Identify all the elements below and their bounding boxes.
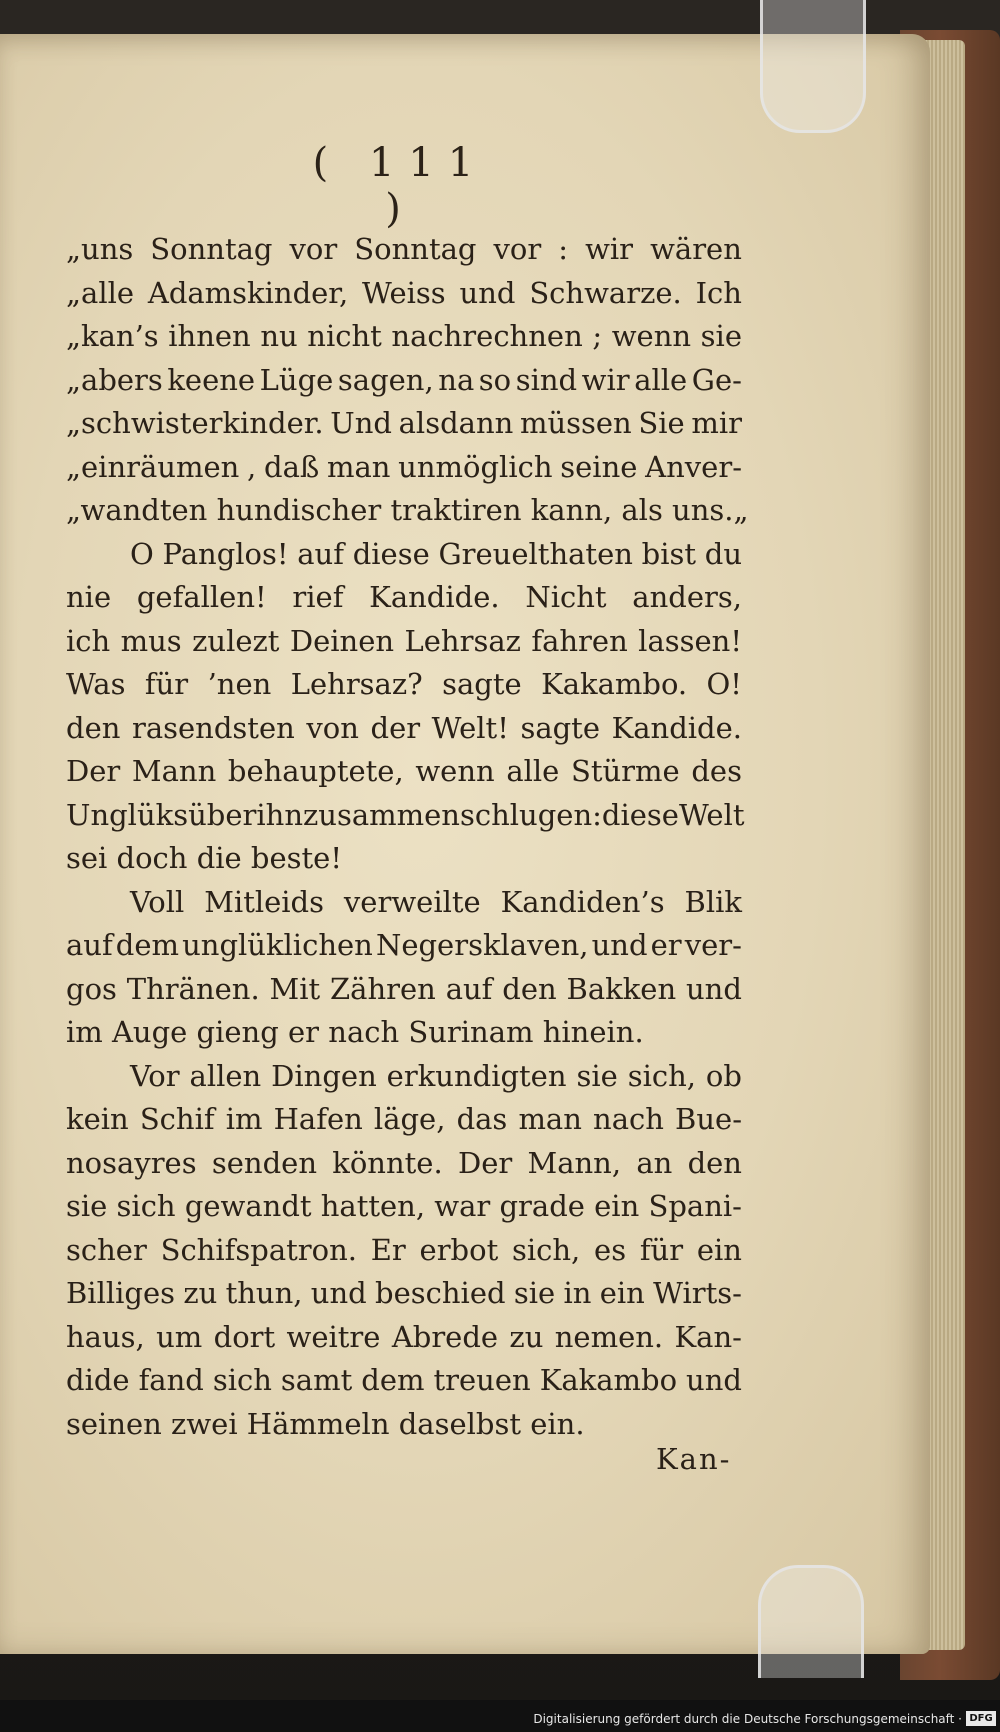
text-line: sei doch die beste! xyxy=(66,841,342,875)
footer-credit: Digitalisierung gefördert durch die Deutsche Forschungsgemeinschaft · xyxy=(533,1712,962,1726)
text-line: Billiges zu thun, und beschied sie in ein Wirts- xyxy=(66,1276,742,1310)
text-line: „schwisterkinder. Und alsdann müssen Sie mir xyxy=(66,406,742,440)
text-line: den rasendsten von der Welt! sagte Kandide. xyxy=(66,710,742,745)
dfg-logo: DFG xyxy=(966,1711,996,1726)
text-line: nosayres senden könnte. Der Mann, an den xyxy=(66,1145,742,1180)
page-clip-top xyxy=(760,0,866,133)
text-line: im Auge gieng er nach Surinam hinein. xyxy=(66,1015,644,1049)
text-line: haus, um dort weitre Abrede zu nemen. Kan- xyxy=(66,1319,742,1354)
text-line: sie sich gewandt hatten, war grade ein Spani- xyxy=(66,1189,742,1223)
page-clip-bottom xyxy=(758,1565,864,1678)
text-line: Voll Mitleids verweilte Kandiden’s Blik xyxy=(130,884,742,919)
text-line: „abers keene Lüge sagen, na so sind wir alle Ge- xyxy=(66,362,742,397)
text-line: „kan’s ihnen nu nicht nachrechnen ; wenn sie xyxy=(66,319,742,353)
text-line: Der Mann behauptete, wenn alle Stürme des xyxy=(66,754,742,788)
text-line: auf dem unglüklichen Negersklaven, und er ver- xyxy=(66,928,742,962)
catchword: Kan- xyxy=(656,1442,732,1476)
text-line: kein Schif im Hafen läge, das man nach Bue- xyxy=(66,1102,742,1136)
text-line: dide fand sich samt dem treuen Kakambo und xyxy=(66,1363,742,1397)
text-line: Vor allen Dingen erkundigten sie sich, ob xyxy=(130,1058,742,1093)
text-line: Was für ’nen Lehrsaz? sagte Kakambo. O! xyxy=(66,667,742,701)
text-line: scher Schifspatron. Er erbot sich, es für ein xyxy=(66,1232,742,1267)
text-line: „einräumen , daß man unmöglich seine Anver- xyxy=(66,449,742,484)
text-line: „alle Adamskinder, Weiss und Schwarze. Ich xyxy=(66,275,742,310)
text-line: nie gefallen! rief Kandide. Nicht anders, xyxy=(66,580,742,614)
text-line: „uns Sonntag vor Sonntag vor : wir wären xyxy=(66,232,742,266)
text-line: „wandten hundischer traktiren kann, als uns.„ xyxy=(66,493,749,527)
page-number: ( 111 ) xyxy=(312,140,488,232)
body-text xyxy=(66,228,749,1446)
text-line: Unglüks über ihn zusammenschlugen: diese Welt xyxy=(66,797,745,832)
text-line: ich mus zulezt Deinen Lehrsaz fahren lassen! xyxy=(66,623,742,658)
text-line: seinen zwei Hämmeln daselbst ein. xyxy=(66,1406,585,1441)
text-line: gos Thränen. Mit Zähren auf den Bakken und xyxy=(66,971,742,1006)
text-line: O Panglos! auf diese Greuelthaten bist du xyxy=(130,536,742,571)
